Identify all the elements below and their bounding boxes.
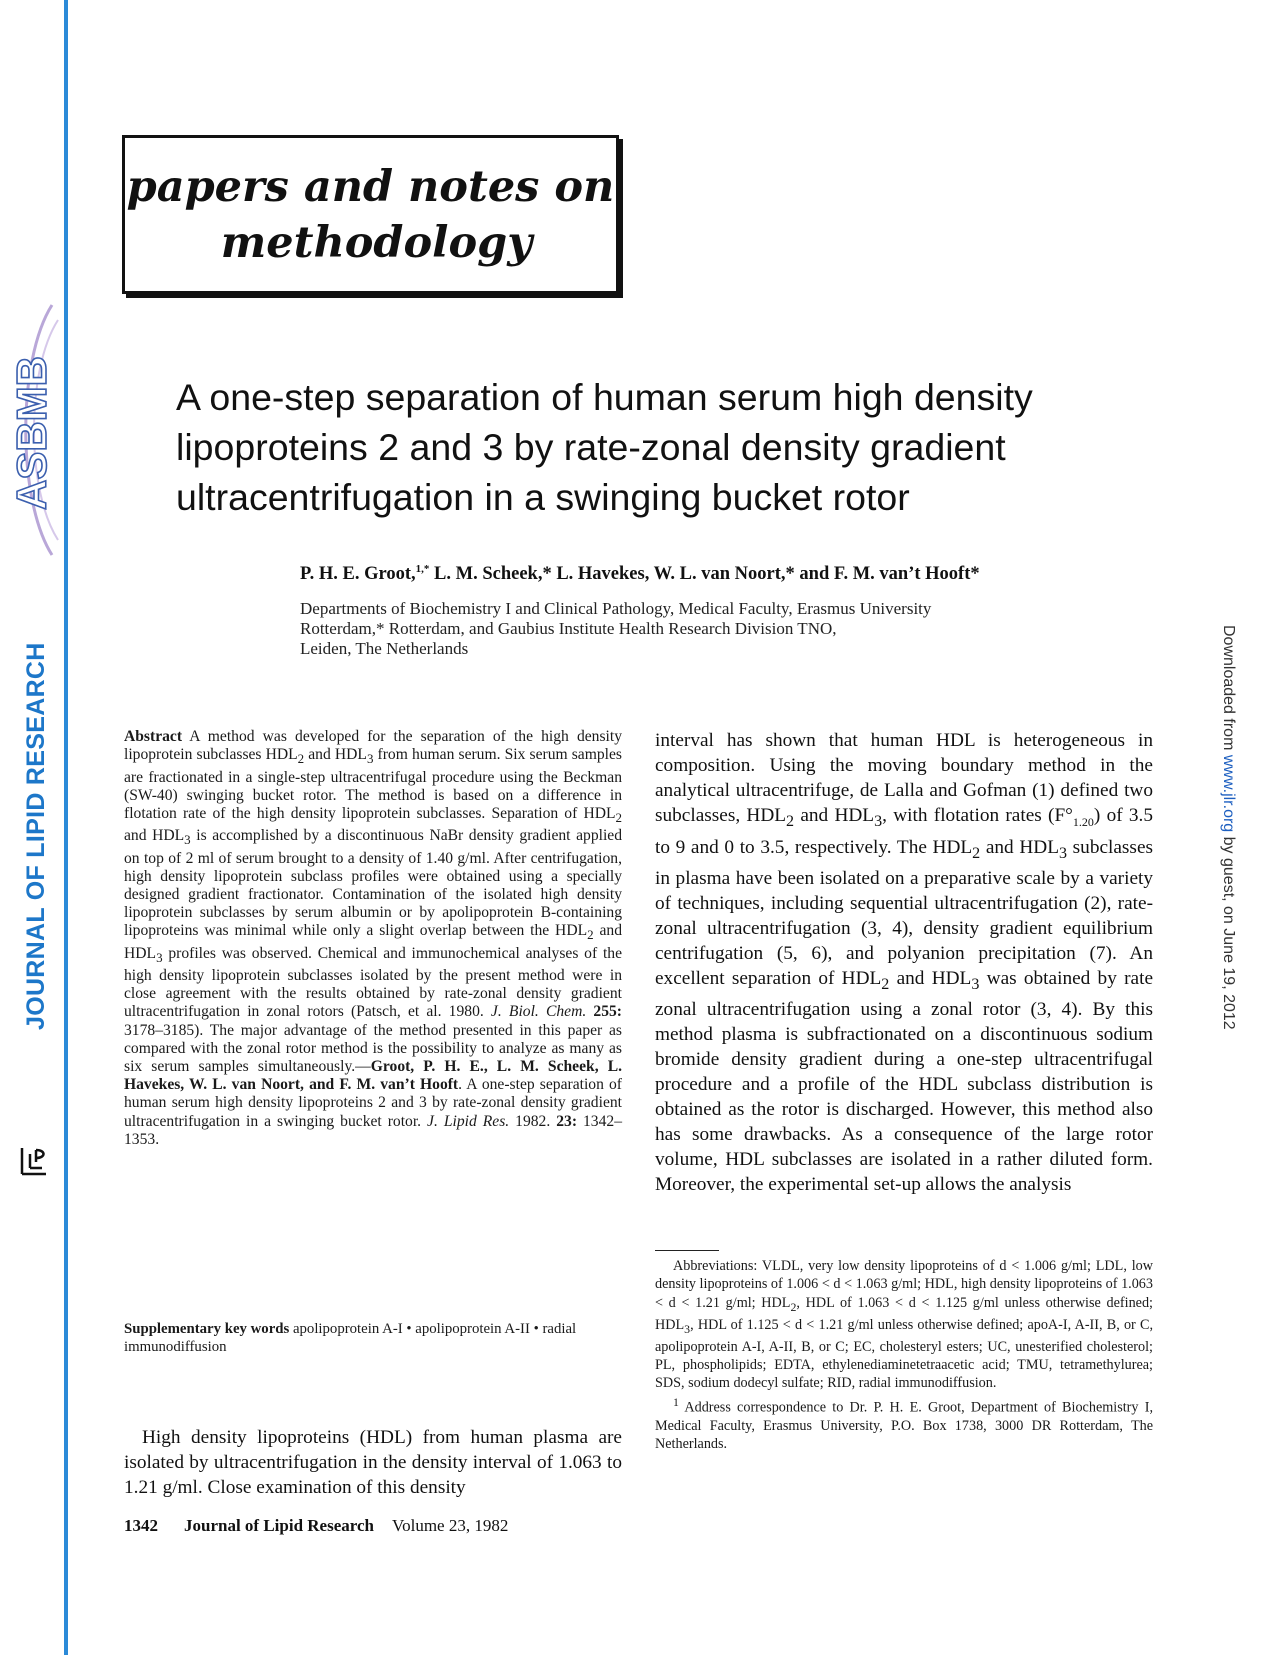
abstract: Abstract A method was developed for the separation of the high density lipoprotein subclasses $HDL_2$ and $HDL_3$ from human serum. Six serum samples are fractionated in a single-step ultracentrifugal procedure using the Beckman (SW-40) swinging bucket rotor. The method is based on a difference in flotation rate of the high density lipoprotein subclasses. Separation of $HDL_2$ and $HDL_3$ is accomplished by a discontinuous NaBr density gradient applied on top of 2 ml of serum brought to a density of 1.40 g/ml. After centrifugation, high density lipoprotein subclass profiles were obtained using a specially designed gradient fractionator. Contamination of the isolated high density lipoprotein subclasses by serum albumin or by apolipoprotein B-containing lipoproteins was minimal while only a slight overlap between the $HDL_2$ and $HDL_3$ profiles was observed. Chemical and immunochemical analyses of the high density lipoprotein subclasses isolated by the present method were in close agreement with the results obtained by rate-zonal density gradient ultracentrifugation in zonal rotors (Patsch, et al. 1980. J. Biol. Chem. 255: 3178–3185). The major advantage of the method presented in this paper as compared with the zonal rotor method is the possibility to analyze as many as six serum samples simultaneously.—Groot, P. H. E., L. M. Scheek, L. Havekes, W. L. van Noort, and F. M. van’t Hooft. A one-step separation of human serum high density lipoproteins 2 and 3 by rate-zonal density gradient ultracentrifugation in a swinging bucket rotor. J. Lipid Res. 1982. 23: 1342–1353. xyxy=(124,728,622,1148)
correspondence-footnote: $^1$ Address correspondence to Dr. P. H. E. Groot, Department of Biochemistry I, Medical Faculty, Erasmus University, P.O. Box 1738, 3000 DR Rotterdam, The Netherlands. xyxy=(655,1394,1153,1453)
section-header-box xyxy=(122,135,619,294)
download-note: Downloaded from www.jlr.org by guest, on June 19, 2012 xyxy=(1220,625,1237,1030)
section-header-line2: methodology xyxy=(220,217,533,268)
footnote-rule xyxy=(655,1250,719,1251)
jlr-logo-icon xyxy=(16,1144,52,1180)
asbmb-logo-text: ASBMB xyxy=(8,356,55,510)
section-header-line1: papers and notes on xyxy=(126,161,615,212)
page-footer xyxy=(124,1516,508,1536)
abbreviations-footnote: Abbreviations: VLDL, very low density lipoproteins of d < 1.006 g/ml; LDL, low density lipoproteins of 1.006 < d < 1.063 g/ml; HDL, high density lipoproteins of 1.063 < d < 1.21 g/ml; $HDL_2$, HDL of 1.063 < d < 1.125 g/ml unless otherwise defined; $HDL_3$, HDL of 1.125 < d < 1.21 g/ml unless otherwise defined; apoA-I, A-II, B, or C, apolipoprotein A-I, A-II, B, or C; EC, cholesteryl esters; UC, unesterified cholesterol; PL, phospholipids; EDTA, ethylenediaminetetraacetic acid; TMU, tetramethylurea; SDS, sodium dodecyl sulfate; RID, radial immunodiffusion. xyxy=(655,1258,1153,1392)
footer-volume: Volume 23, 1982 xyxy=(392,1516,509,1535)
footnotes xyxy=(655,1257,1153,1453)
jlr-link[interactable]: www.jlr.org xyxy=(1220,754,1237,833)
title-line2: lipoproteins 2 and 3 by rate-zonal density gradient xyxy=(176,426,1006,468)
intro-paragraph-left: High density lipoproteins (HDL) from human plasma are isolated by ultracentrifugation in the density interval of 1.063 to 1.21 g/ml. Close examination of this density xyxy=(124,1427,622,1498)
title-line1: A one-step separation of human serum high density xyxy=(176,376,1033,418)
affiliation: Departments of Biochemistry I and Clinical Pathology, Medical Faculty, Erasmus University Rotterdam,* Rotterdam, and Gaubius Institute Health Research Division TNO, Leiden, The Netherlands xyxy=(300,599,932,658)
sidebar-accent-line xyxy=(64,0,68,1655)
article-title xyxy=(176,372,1176,522)
intro-paragraph-right: interval has shown that human HDL is heterogeneous in composition. Using the moving boundary method in the analytical ultracentrifuge, de Lalla and Gofman (1) defined two subclasses, $HDL_2$ and $HDL_3$, with flotation rates $(F^\circ_{1.20})$ of 3.5 to 9 and 0 to 3.5, respectively. The $HDL_2$ and $HDL_3$ subclasses in plasma have been isolated on a preparative scale by a variety of techniques, including sequential ultracentrifugation (2), rate-zonal ultracentrifugation (3, 4), density gradient equilibrium centrifugation (5, 6), and polyanion precipitation (7). An excellent separation of $HDL_2$ and $HDL_3$ was obtained by rate zonal ultracentrifugation using a zonal rotor (3, 4). By this method plasma is subfractionated on a discontinuous sodium bromide density gradient during a one-step ultracentrifugal procedure and a profile of the HDL subclass distribution is obtained as the rotor is discharged. However, this method also has some drawbacks. As a consequence of the large rotor volume, HDL subclasses are isolated in a rather diluted form. Moreover, the experimental set-up allows the analysis xyxy=(655,730,1154,1195)
journal-name-vertical: JOURNAL OF LIPID RESEARCH xyxy=(22,642,50,1030)
page-number: 1342 xyxy=(124,1516,158,1535)
footer-journal: Journal of Lipid Research xyxy=(184,1516,375,1535)
citation-authors: Groot, P. H. E., L. M. Scheek, L. Havekes, W. L. van Noort, and F. M. van’t Hooft xyxy=(124,1058,622,1094)
title-line3: ultracentrifugation in a swinging bucket rotor xyxy=(176,476,910,518)
asbmb-logo xyxy=(4,330,58,570)
author-list: P. H. E. Groot,$^{1,*}$ L. M. Scheek,* L. Havekes, W. L. van Noort,* and F. M. van’t Hooft* xyxy=(300,563,980,585)
keywords: Supplementary key words apolipoprotein A-I • apolipoprotein A-II • radial immunodiffusion xyxy=(124,1321,577,1355)
abstract-label: Abstract xyxy=(124,728,183,745)
